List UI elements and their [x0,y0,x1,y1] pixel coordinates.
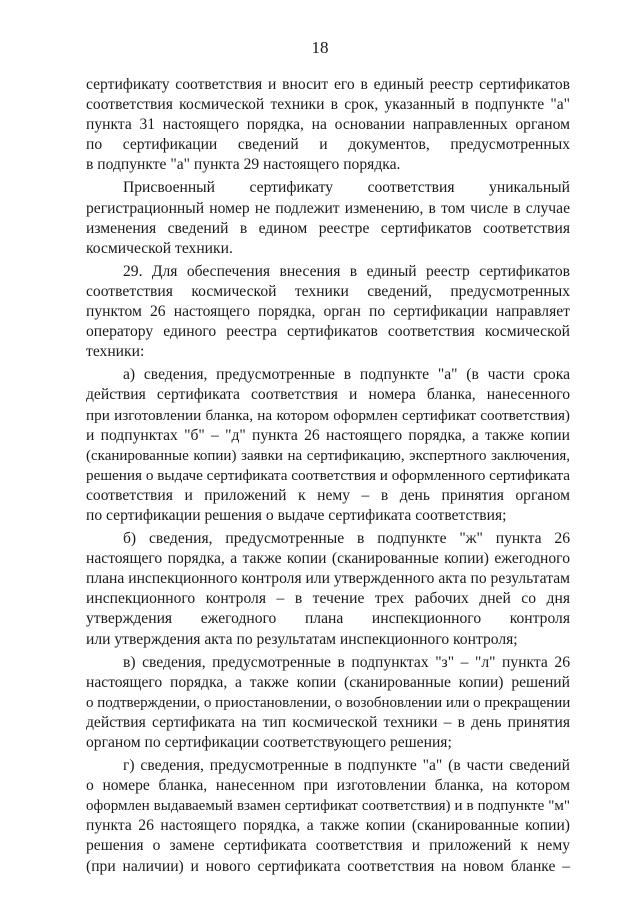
text-line: или утверждения акта по результатам инспекционного контроля; [86,630,518,648]
text-line: плана инспекционного контроля или утвержденного акта по результатам [86,570,570,588]
text-line: в подпункте "а" пункта 29 настоящего порядка. [86,156,401,174]
text-line: космической техники. [86,239,233,257]
text-line: соответствия космической техники в срок, указанный в подпункте "а" [86,96,570,114]
text-line: пунктом 26 настоящего порядка, орган по сертификации направляет [86,303,570,321]
paragraph-subpoint-b [86,529,570,650]
text-line: (сканированные копии) заявки на сертификацию, экспертного заключения, [86,447,570,464]
page-number: 18 [311,38,329,57]
text-line: инспекционного контроля – в течение трех рабочих дней со дня [86,590,570,608]
text-line: 29. Для обеспечения внесения в единый реестр сертификатов [123,262,570,280]
text-line: решения о выдаче сертификата соответствия и оформленного сертификата [86,466,570,484]
text-line: утверждения ежегодного плана инспекционного контроля [86,610,570,628]
text-line: соответствия и приложений к нему – в день принятия органом [86,486,570,504]
paragraph-registration-number [86,178,570,258]
text-line: техники: [86,343,145,361]
text-line: (при наличии) и нового сертификата соответствия на новом бланке – [86,857,570,875]
text-line: о подтверждении, о приостановлении, о возобновлении или о прекращении [86,694,571,711]
text-line: Присвоенный сертификату соответствия уникальный [123,179,570,197]
document-body [86,75,570,877]
paragraph-subpoint-a [86,365,570,526]
text-line: соответствия космической техники сведений, предусмотренных [86,282,570,300]
paragraph-subpoint-v [86,653,570,753]
text-line: изменения сведений в едином реестре сертификатов соответствия [86,219,570,237]
paragraph-point-29 [86,262,570,362]
text-line: г) сведения, предусмотренные в подпункте "а" (в части сведений [123,757,570,775]
text-line: сертификату соответствия и вносит его в единый реестр сертификатов [86,76,570,93]
text-line: оформлен выдаваемый взамен сертификат соответствия) и в подпункте "м" [86,798,570,815]
paragraph-subpoint-g [86,756,570,877]
paragraph-continuation [86,75,570,175]
text-line: органом по сертификации соответствующего решения; [86,734,452,751]
text-line: при изготовлении бланка, на котором оформлен сертификат соответствия) [86,406,570,424]
text-line: действия сертификата на тип космической техники – в день принятия [86,713,570,731]
text-line: о номере бланка, нанесенном при изготовлении бланка, на котором [86,777,570,795]
text-line: по сертификации решения о выдаче сертификата соответствия; [86,506,507,524]
text-line: решения о замене сертификата соответствия и приложений к нему [86,837,570,855]
text-line: регистрационный номер не подлежит изменению, в том числе в случае [86,199,570,217]
text-line: по сертификации сведений и документов, предусмотренных [86,136,570,154]
text-line: б) сведения, предусмотренные в подпункте "ж" пункта 26 [123,530,570,548]
text-line: и подпунктах "б" – "д" пункта 26 настоящего порядка, а также копии [86,426,570,444]
text-line: настоящего порядка, а также копии (сканированные копии) решений [86,673,570,691]
text-line: а) сведения, предусмотренные в подпункте "а" (в части срока [123,366,570,384]
text-line: в) сведения, предусмотренные в подпунктах "з" – "л" пункта 26 [123,653,570,671]
text-line: оператору единого реестра сертификатов соответствия космической [86,323,570,341]
text-line: настоящего порядка, а также копии (сканированные копии) ежегодного [86,550,570,568]
text-line: действия сертификата соответствия и номера бланка, нанесенного [86,386,570,404]
text-line: пункта 31 настоящего порядка, на основании направленных органом [86,116,570,134]
text-line: пункта 26 настоящего порядка, а также копии (сканированные копии) [86,817,570,835]
